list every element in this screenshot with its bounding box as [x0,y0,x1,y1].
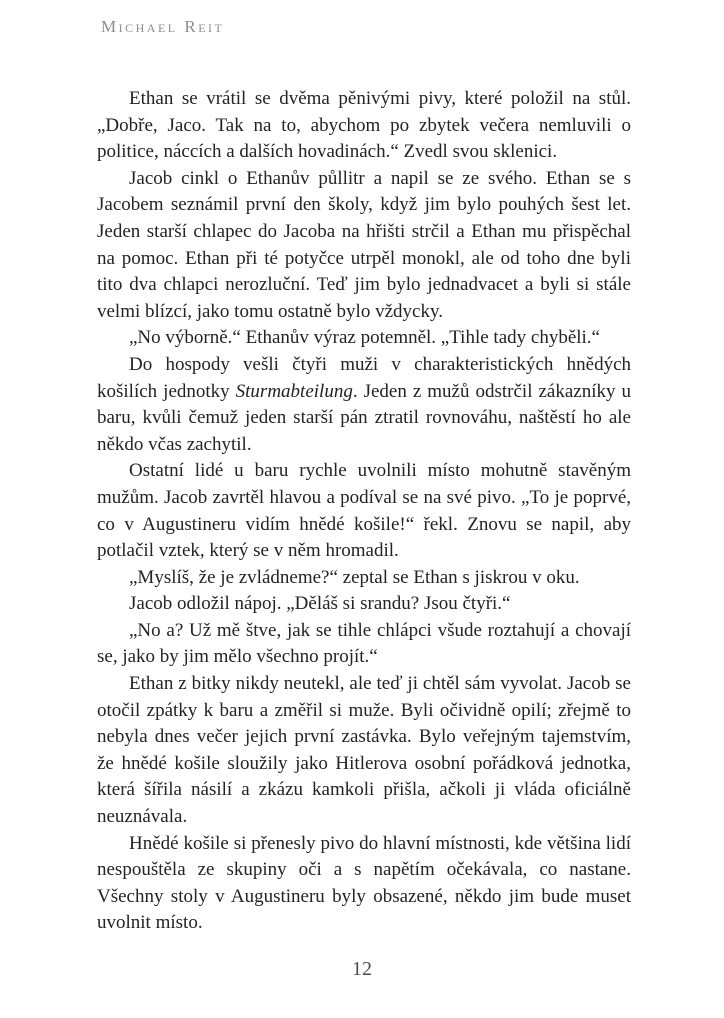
paragraph [97,166,631,326]
text-segment: Ostatní lidé u baru rychle uvolnili místo mohutně stavěným mužům. Jacob zavrtěl hlavou a podíval se na své pivo. „To je poprvé, co v Augustineru vidím hnědé košile!“ řekl. Znovu se napil, aby potlačil vztek, který se v něm hromadil. [97,460,631,562]
text-segment: Ethan se vrátil se dvěma pěnivými pivy, které položil na stůl. „Dobře, Jaco. Tak na to, abychom po zbytek večera nemluvili o politice, náccích a dalších hovadinách.“ Zvedl svou sklenici. [97,88,631,163]
text-segment: Jacob odložil nápoj. „Děláš si srandu? Jsou čtyři.“ [129,593,511,615]
text-segment: Do hospody vešli čtyři muži v charakteristických hnědých košilích jednotky [97,353,631,402]
body-text [97,86,631,937]
text-segment: „Myslíš, že je zvládneme?“ zeptal se Ethan s jiskrou v oku. [129,566,580,588]
emphasized-term: Sturmabteilung [235,380,353,402]
paragraph [97,671,631,831]
paragraph [97,325,631,352]
text-segment: . Jeden z mužů odstrčil zákazníky u baru, kvůli čemuž jeden starší pán ztratil rovnováhu, naštěstí ho ale někdo včas zachytil. [97,380,631,455]
text-segment: Jacob cinkl o Ethanův půllitr a napil se ze svého. Ethan se s Jacobem seznámil první den školy, když jim bylo pouhých šest let. Jeden starší chlapec do Jacoba na hřišti strčil a Ethan mu přispěchal na pomoc. Ethan při té potyčce utrpěl monokl, ale od toho dne byli tito dva chlapci nerozluční. Teď jim bylo jednadvacet a byli si stále velmi blízcí, jako tomu ostatně bylo vždycky. [97,167,631,322]
paragraph [97,458,631,564]
paragraph [97,831,631,937]
text-segment: Hnědé košile si přenesly pivo do hlavní místnosti, kde většina lidí nespouštěla ze skupiny oči a s napětím očekávala, co nastane. Všechny stoly v Augustineru byly obsazené, někdo jim bude muset uvolnit místo. [97,832,631,934]
page-number: 12 [352,958,372,980]
running-header-author: Michael Reit [101,17,225,36]
text-segment: Ethan z bitky nikdy neutekl, ale teď ji chtěl sám vyvolat. Jacob se otočil zpátky k baru a změřil si muže. Byli očividně opilí; zřejmě to nebyla dnes večer jejich první zastávka. Bylo veřejným tajemstvím, že hnědé košile sloužily jako Hitlerova osobní pořádková jednotka, která šířila násilí a zkázu kamkoli přišla, ačkoli ji vláda oficiálně neuznávala. [97,673,631,828]
text-segment: „No výborně.“ Ethanův výraz potemněl. „Tihle tady chyběli.“ [129,327,600,349]
paragraph [97,618,631,671]
paragraph [97,352,631,458]
paragraph [97,565,631,592]
paragraph [97,86,631,166]
text-segment: „No a? Už mě štve, jak se tihle chlápci všude roztahují a chovají se, jako by jim mělo všechno projít.“ [97,619,631,668]
paragraph [97,591,631,618]
